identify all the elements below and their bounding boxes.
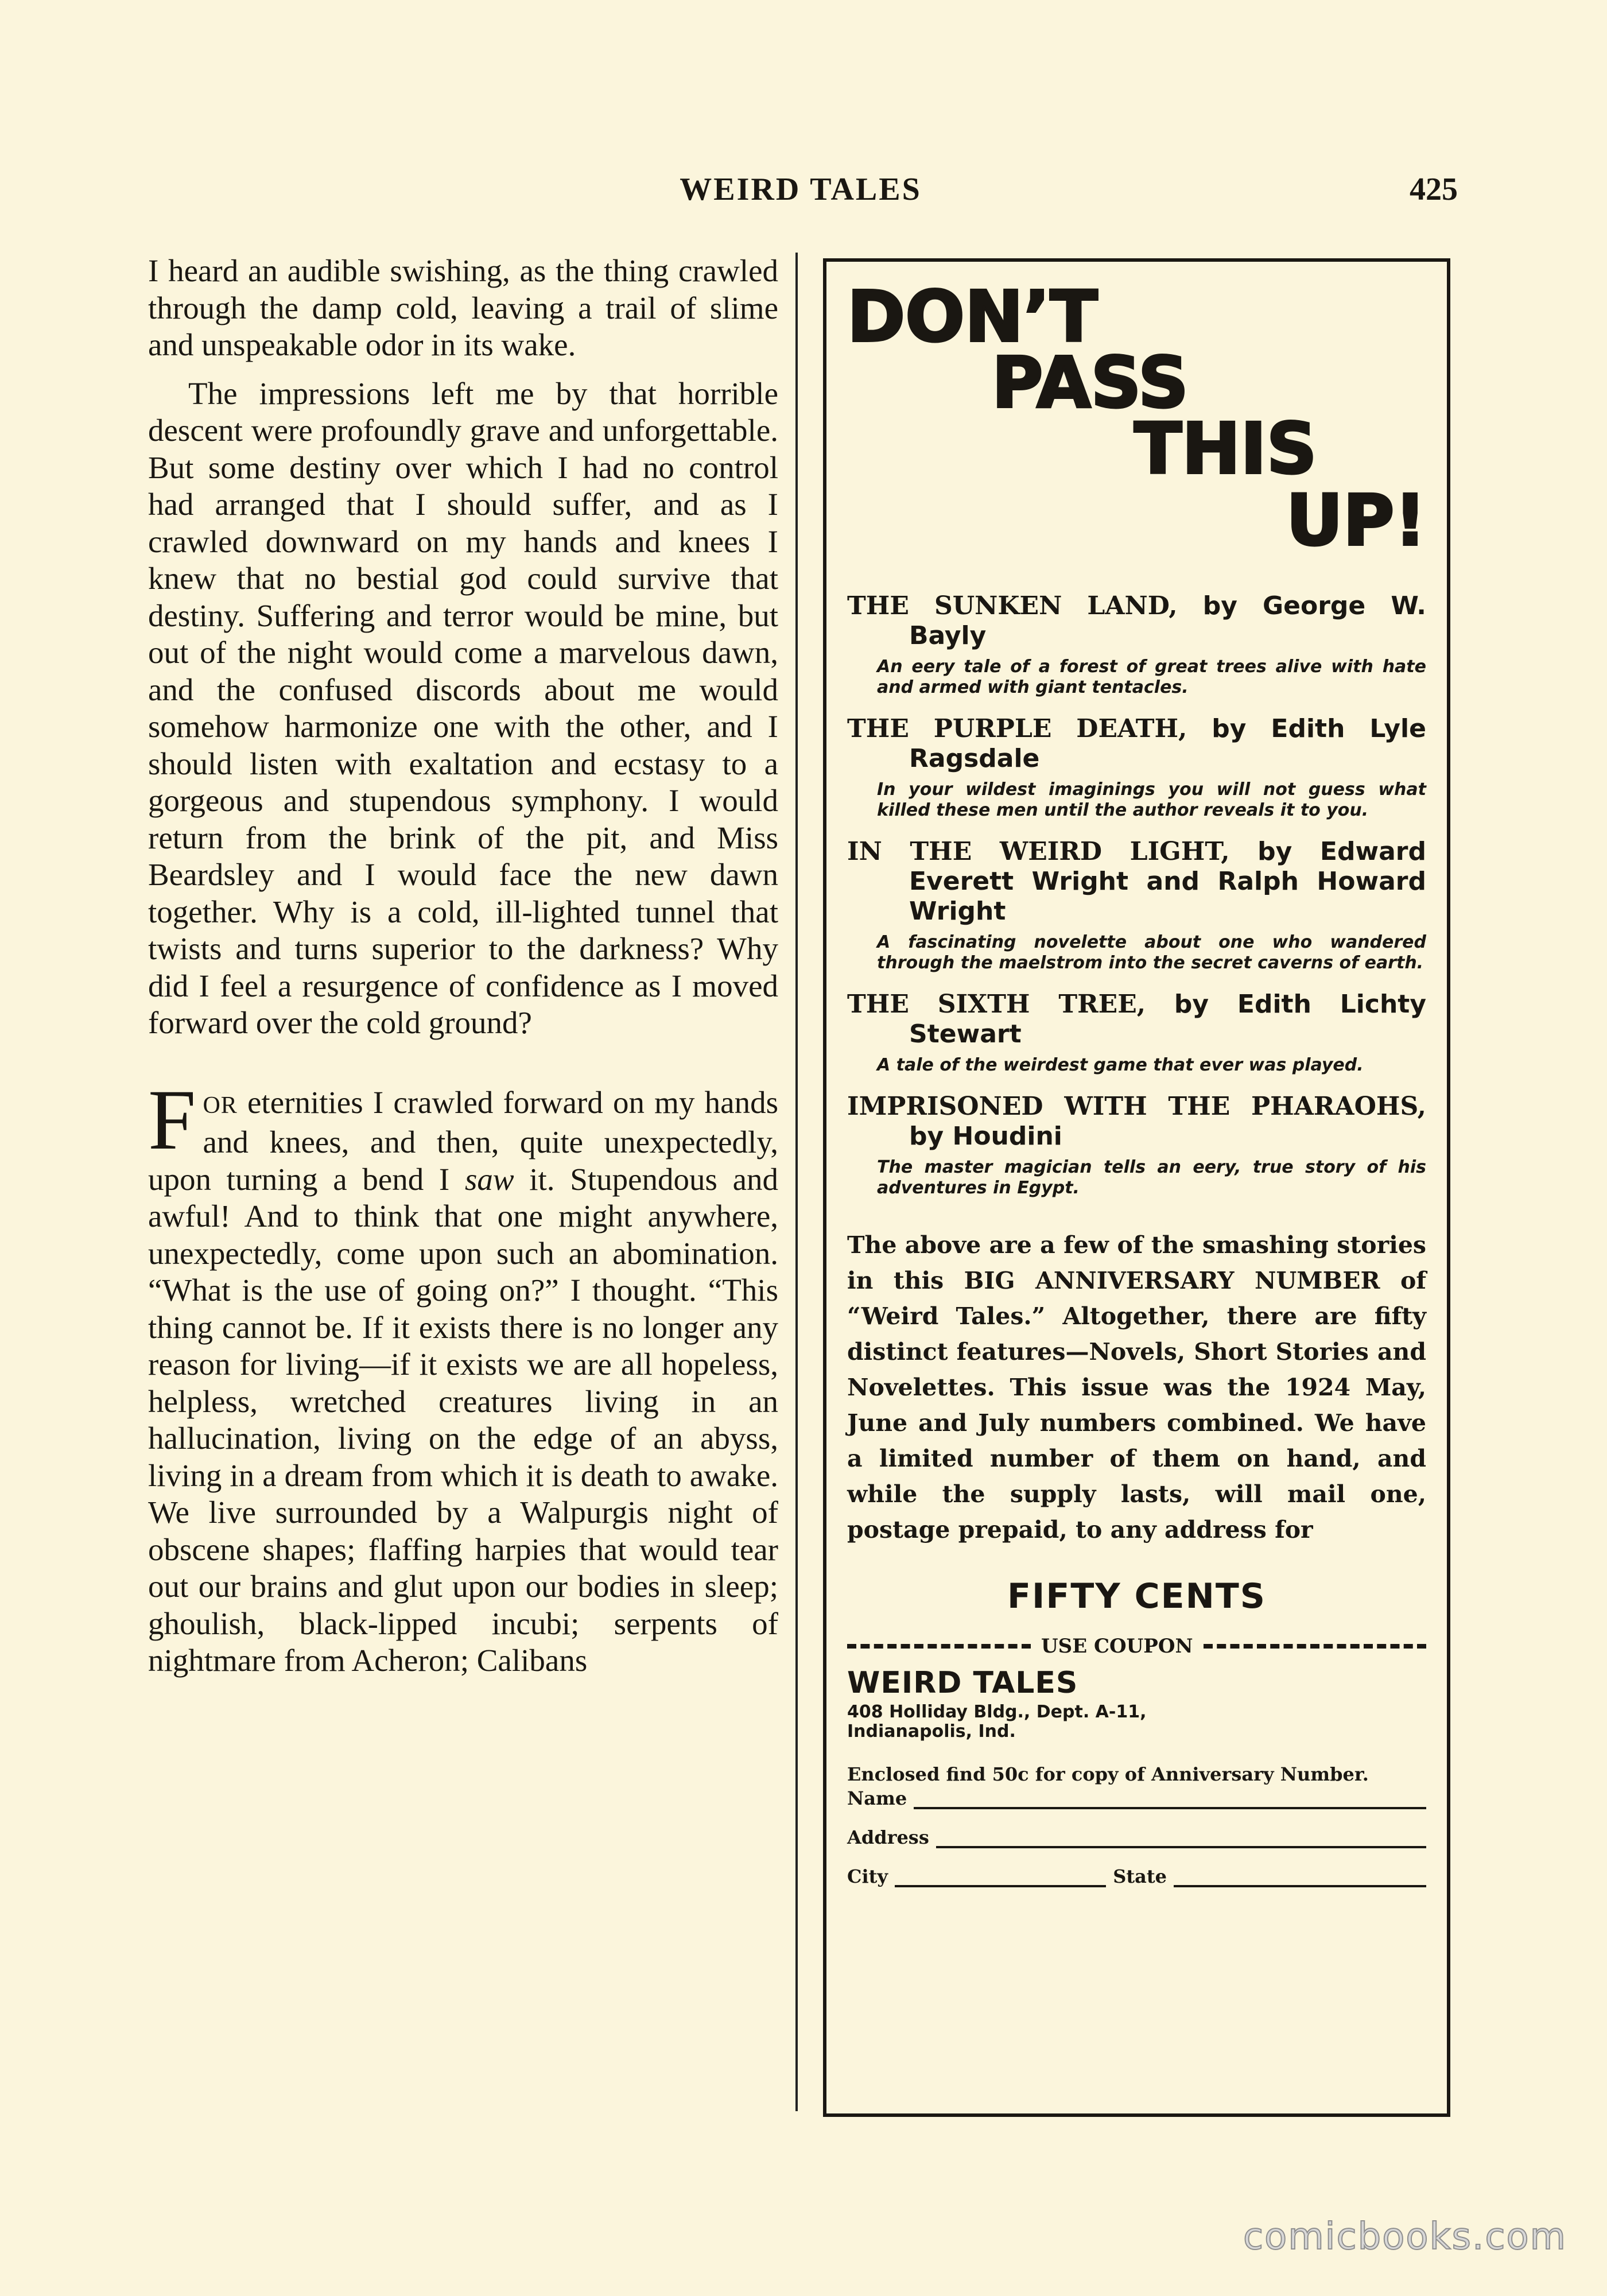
story-title: IMPRISONED WITH THE PHARAOHS, by Houdini — [847, 1092, 1426, 1151]
story-listing — [847, 990, 1426, 1076]
coupon-label: USE COUPON — [1041, 1635, 1193, 1658]
headline-line: THIS — [1134, 408, 1317, 490]
dashed-rule — [847, 1644, 1031, 1649]
page-number: 425 — [1410, 172, 1458, 207]
headline-line: DON’T — [847, 276, 1098, 358]
story-listing — [847, 591, 1426, 698]
name-field — [847, 1787, 1426, 1809]
story-listing — [847, 837, 1426, 974]
journal-title: WEIRD TALES — [680, 172, 922, 207]
watermark: comicbooks.com — [1243, 2216, 1567, 2258]
coupon-cut-line — [847, 1635, 1426, 1658]
drop-cap: F — [148, 1072, 196, 1168]
running-header — [143, 171, 1458, 217]
coupon-publisher: WEIRD TALES — [847, 1666, 1078, 1700]
story-title: IN THE WEIRD LIGHT, by Edward Everett Wright and Ralph Howard Wright — [847, 837, 1426, 926]
address-label: Address — [847, 1826, 929, 1848]
ad-body-text: The above are a few of the smashing stories in this BIG ANNIVERSARY NUMBER of “Weird Tales.” Altogether, there are fifty distinct features—Novels, Short Stories and Novelettes. This issue was the 1924 May, June and July numbers combined. We have a limited number of them on hand, and while the supply lasts, will mail one, postage prepaid, to any address for — [847, 1231, 1426, 1543]
story-title: THE SUNKEN LAND, by George W. Bayly — [847, 591, 1426, 650]
address-blank-line — [936, 1832, 1426, 1848]
name-label: Name — [847, 1787, 907, 1809]
dashed-rule — [1204, 1644, 1426, 1649]
paragraph-with-drop-cap — [148, 1072, 778, 1680]
story-author: by Edith Lyle Ragsdale — [909, 714, 1426, 773]
paragraph-text: it. Stupendous and awful! And to think that one might anywhere, unexpectedly, come upon such an abomination. “What is the use of going on?” I thought. “This thing cannot be. If it exists there is no longer any reason for living—if it exists we are all hopeless, helpless, wretched creatures living in an hallucination, living on the edge of an abyss, living in a dream from which it is death to awake. We live surrounded by a Walpurgis night of obscene shapes; flaffing harpies that would tear out our brains and glut upon our bodies in sleep; ghoulish, black-lipped incubi; serpents of nightmare from Acheron; Calibans — [148, 1161, 778, 1678]
address-field — [847, 1826, 1426, 1848]
paragraph: The impressions left me by that horrible descent were profoundly grave and unforgettable. But some destiny over which I had no control had arranged that I should suffer, and as I crawled downward on my hands and knees I knew that no bestial god could survive that destiny. Suffering and terror would be mine, but out of the night would come a marvelous dawn, and the confused discords about me would somehow harmonize one with the other, and I should listen with exaltation and ecstasy to a gorgeous and stupendous symphony. I would return from the brink of the pit, and Miss Beardsley and I would face the new dawn together. Why is a cold, ill-lighted tunnel that twists and turns superior to the darkness? Why did I feel a resurgence of confidence as I moved forward over the cold ground? — [148, 375, 778, 1040]
state-blank-line — [1174, 1871, 1426, 1887]
story-author: by George W. Bayly — [909, 591, 1426, 650]
story-author: by Edward Everett Wright and Ralph Howard Wright — [909, 837, 1426, 926]
name-blank-line — [914, 1793, 1426, 1809]
coupon-order-text: Enclosed find 50c for copy of Anniversary Number. — [847, 1763, 1369, 1785]
italic-word: saw — [464, 1161, 514, 1197]
paragraph: I heard an audible swishing, as the thing crawled through the damp cold, leaving a trail of slime and unspeakable odor in its wake. — [148, 253, 778, 362]
coupon-address: 408 Holliday Bldg., Dept. A-11, Indianapolis, Ind. — [847, 1702, 1147, 1742]
paragraph-text: eternities I crawled forward on my hands and knees, and then, quite unexpectedly, upon turning a bend I — [148, 1084, 778, 1197]
story-author: by Houdini — [909, 1122, 1062, 1151]
story-author: by Edith Lichty Stewart — [909, 990, 1427, 1049]
story-title: THE SIXTH TREE, by Edith Lichty Stewart — [847, 990, 1427, 1049]
headline-line: PASS — [992, 342, 1189, 424]
ad-headline — [847, 277, 1426, 575]
story-description: In your wildest imaginings you will not guess what killed these men until the author reveals it to you. — [877, 779, 1426, 820]
city-blank-line — [895, 1871, 1106, 1887]
price: FIFTY CENTS — [1007, 1576, 1266, 1616]
story-description: A tale of the weirdest game that ever was played. — [877, 1055, 1364, 1075]
advertisement-box — [823, 258, 1450, 2117]
story-description: An eery tale of a forest of great trees alive with hate and armed with giant tentacles. — [877, 657, 1426, 697]
story-description: The master magician tells an eery, true story of his adventures in Egypt. — [877, 1157, 1426, 1198]
city-label: City — [847, 1865, 888, 1887]
story-title: THE PURPLE DEATH, by Edith Lyle Ragsdale — [847, 714, 1426, 773]
story-listing — [847, 1092, 1426, 1199]
city-state-field — [847, 1865, 1426, 1887]
small-caps-lead: OR — [203, 1092, 238, 1119]
story-listing — [847, 714, 1426, 821]
story-description: A fascinating novelette about one who wandered through the maelstrom into the secret caverns of earth. — [877, 932, 1426, 973]
story-text-column — [148, 253, 778, 2112]
state-label: State — [1113, 1865, 1167, 1887]
headline-line: UP! — [1286, 480, 1426, 561]
column-divider — [795, 253, 798, 2111]
